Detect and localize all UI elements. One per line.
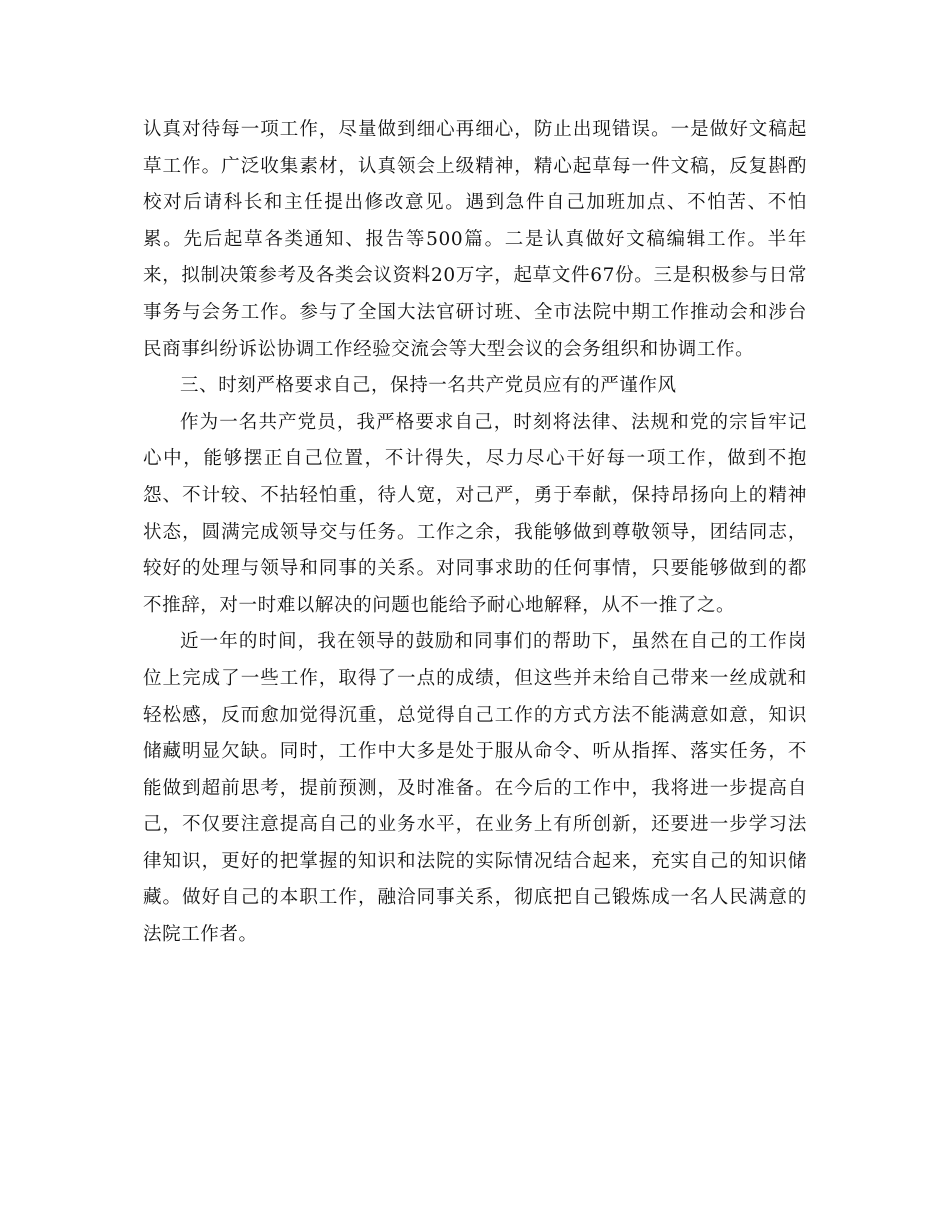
paragraph-work-drafting: 认真对待每一项工作，尽量做到细心再细心，防止出现错误。一是做好文稿起草工作。广泛收集素材，认真领会上级精神，精心起草每一件文稿，反复斟酌校对后请科长和主任提出修改意见。遇到急件自己加班加点、不怕苦、不怕累。先后起草各类通知、报告等500篇。二是认真做好文稿编辑工作。半年来，拟制决策参考及各类会议资料20万字，起草文件67份。三是积极参与日常事务与会务工作。参与了全国大法官研讨班、全市法院中期工作推动会和涉台民商事纠纷诉讼协调工作经验交流会等大型会议的会务组织和协调工作。 <box>143 119 807 360</box>
paragraph-year-summary: 近一年的时间，我在领导的鼓励和同事们的帮助下，虽然在自己的工作岗位上完成了一些工作，取得了一点的成绩，但这些并未给自己带来一丝成就和轻松感，反而愈加觉得沉重，总觉得自己工作的方式方法不能满意如意，知识储藏明显欠缺。同时，工作中大多是处于服从命令、听从指挥、落实任务，不能做到超前思考，提前预测，及时准备。在今后的工作中，我将进一步提高自己，不仅要注意提高自己的业务水平，在业务上有所创新，还要进一步学习法律知识，更好的把掌握的知识和法院的实际情况结合起来，充实自己的知识储藏。做好自己的本职工作，融洽同事关系，彻底把自己锻炼成一名人民满意的法院工作者。 <box>143 631 807 946</box>
section-heading-strict-requirements: 三、时刻严格要求自己，保持一名共产党员应有的严谨作风 <box>180 375 677 397</box>
paragraph-party-member-conduct: 作为一名共产党员，我严格要求自己，时刻将法律、法规和党的宗旨牢记心中，能够摆正自己位置，不计得失，尽力尽心干好每一项工作，做到不抱怨、不计较、不拈轻怕重，待人宽，对己严，勇于奉献，保持昂扬向上的精神状态，圆满完成领导交与任务。工作之余，我能够做到尊敬领导，团结同志，较好的处理与领导和同事的关系。对同事求助的任何事情，只要能够做到的都不推辞，对一时难以解决的问题也能给予耐心地解释，从不一推了之。 <box>143 411 807 616</box>
document-body <box>143 112 807 954</box>
